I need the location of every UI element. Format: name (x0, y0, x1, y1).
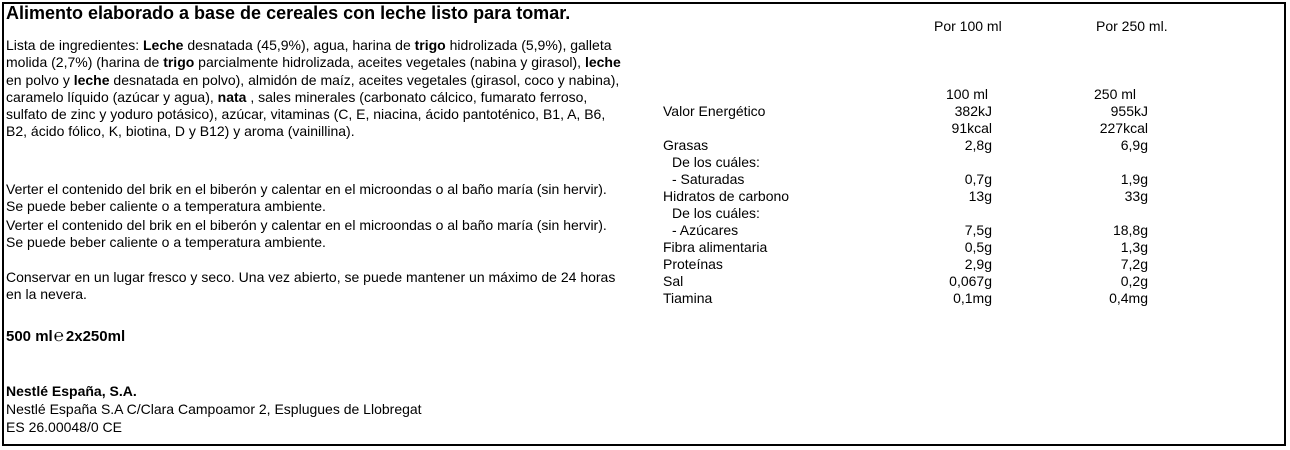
value-per-100ml: 0,5g (964, 239, 992, 255)
nutrition-row (640, 137, 1280, 154)
allergen-highlight: trigo (414, 37, 446, 53)
ingredient-text: desnatada en polvo), almidón de maíz, aceites vegetales (girasol, coco y nabina), caramelo líquido (azúcar y agua), (6, 71, 620, 105)
estimated-sign-icon: ℮ (53, 326, 64, 345)
nutrition-row (640, 188, 1280, 205)
pack-format: 2x250ml (65, 328, 126, 345)
nutrient-label: De los cuáles: (672, 205, 760, 221)
nutrient-label: Sal (663, 273, 684, 289)
net-quantity-amount: 500 ml (6, 328, 53, 345)
allergen-highlight: leche (584, 54, 621, 71)
value-per-100ml: 91kcal (951, 120, 992, 136)
company-name: Nestlé España, S.A. (6, 383, 137, 399)
nutrition-row (640, 273, 1280, 290)
allergen-highlight: leche (73, 71, 110, 88)
ingredient-text: parcialmente hidrolizada, aceites vegetales (nabina y girasol), (194, 54, 585, 71)
allergen-highlight: nata (217, 88, 247, 105)
value-per-250ml: 7,2g (1120, 256, 1148, 272)
nutrition-row (640, 222, 1280, 239)
net-quantity (6, 326, 125, 346)
value-per-250ml: 227kcal (1099, 120, 1148, 136)
nutrient-label: - Saturadas (672, 171, 745, 187)
nutrition-row (640, 154, 1280, 171)
value-per-250ml: 6,9g (1120, 137, 1148, 153)
ingredient-text: en polvo y (6, 71, 74, 88)
product-title: Alimento elaborado a base de cereales con leche listo para tomar. (6, 3, 571, 23)
value-per-100ml: 2,8g (964, 137, 992, 153)
value-per-100ml: 0,1mg (953, 290, 992, 306)
nutrition-row (640, 239, 1280, 256)
value-per-250ml: 1,3g (1120, 239, 1148, 255)
nutrition-row (640, 120, 1280, 137)
value-per-100ml: 2,9g (964, 256, 992, 272)
nutrient-label: Proteínas (663, 256, 723, 272)
value-per-100ml: 0,067g (949, 273, 992, 289)
subheader-250ml: 250 ml (1094, 86, 1137, 102)
nutrition-row (640, 256, 1280, 273)
ingredients-list (6, 37, 624, 141)
nutrient-label: Tiamina (663, 290, 713, 306)
allergen-highlight: Leche (142, 37, 184, 53)
value-per-250ml: 0,4mg (1109, 290, 1148, 306)
nutrient-label: Hidratos de carbono (663, 188, 790, 204)
ingredient-text: hidrolizada (5,9%), galleta molida (2,7%) (harina de (6, 37, 612, 71)
value-per-100ml: 0,7g (964, 171, 992, 187)
nutrient-label: - Azúcares (672, 222, 739, 238)
nutrient-label: Fibra alimentaria (663, 239, 768, 255)
preparation-instructions: Verter el contenido del brik en el biberón y calentar en el microondas o al baño maría (sin hervir). Se puede beber caliente o a temperatura ambiente. (6, 181, 607, 215)
storage-instructions: Conservar en un lugar fresco y seco. Una vez abierto, se puede mantener un máximo de 24 horas en la nevera. (6, 269, 616, 303)
nutrition-row (640, 290, 1280, 307)
value-per-250ml: 18,8g (1112, 222, 1148, 238)
value-per-100ml: 13g (968, 188, 992, 204)
company-address: Nestlé España S.A C/Clara Campoamor 2, Esplugues de Llobregat (6, 401, 422, 417)
value-per-250ml: 1,9g (1120, 171, 1148, 187)
nutrition-table (640, 0, 1280, 440)
ingredient-text: , sales minerales (carbonato cálcico, fumarato ferroso, sulfato de zinc y yoduro potásico), azúcar, vitaminas (C, E, niacina, ácido pantoténico, B1, A, B6, B2, ácido fólico, K, biotina, D y B12) y aroma (vainillina). (6, 88, 606, 140)
nutrition-row (640, 103, 1280, 120)
nutrient-label: Grasas (663, 137, 709, 153)
health-registry-number: ES 26.00048/0 CE (6, 419, 122, 435)
ingredient-text: Lista de ingredientes: (6, 37, 143, 53)
value-per-100ml: 382kJ (954, 103, 992, 119)
value-per-250ml: 0,2g (1120, 273, 1148, 289)
allergen-highlight: trigo (163, 54, 195, 71)
nutrition-row (640, 171, 1280, 188)
ingredient-text: desnatada (45,9%), agua, harina de (183, 37, 415, 53)
header-per-100ml: Por 100 ml (934, 18, 1002, 34)
preparation-instructions-repeat: Verter el contenido del brik en el biberón y calentar en el microondas o al baño maría (sin hervir). Se puede beber caliente o a temperatura ambiente. (6, 217, 607, 251)
nutrient-label: De los cuáles: (672, 154, 760, 170)
subheader-100ml: 100 ml (946, 86, 989, 102)
product-info (6, 2, 626, 435)
nutrition-row (640, 205, 1280, 222)
value-per-250ml: 33g (1124, 188, 1148, 204)
header-per-250ml: Por 250 ml. (1096, 18, 1168, 34)
value-per-250ml: 955kJ (1110, 103, 1148, 119)
nutrient-label: Valor Energético (663, 103, 766, 119)
nutrition-rows (640, 103, 1280, 307)
value-per-100ml: 7,5g (964, 222, 992, 238)
